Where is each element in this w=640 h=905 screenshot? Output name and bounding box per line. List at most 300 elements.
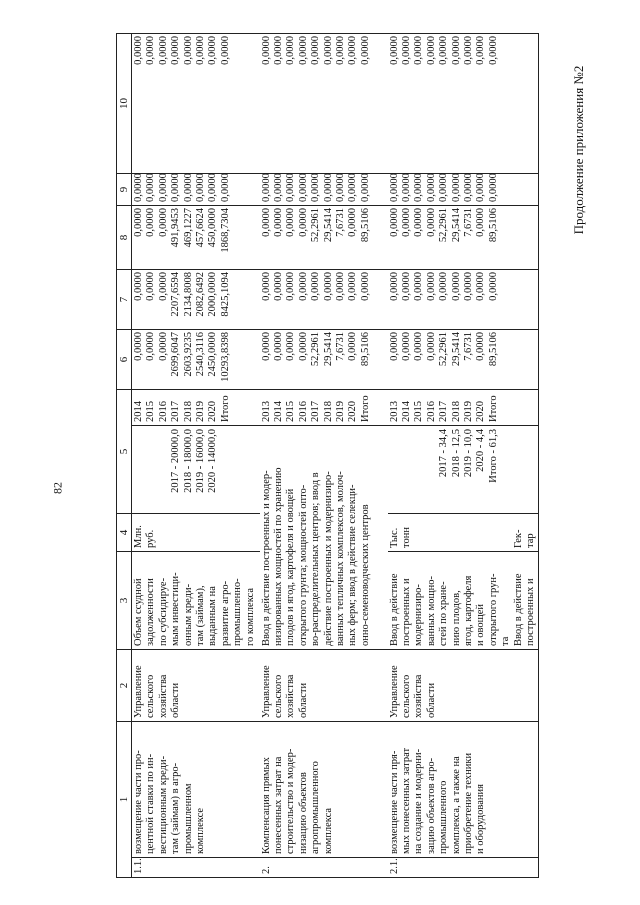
cell-line: 52,2961 [310, 332, 322, 367]
cell-line: 89,5106 [487, 208, 499, 243]
cell-line: 2017 - 20000,0 [170, 429, 182, 493]
cell-line [426, 429, 438, 510]
cell-line: Управление [388, 665, 400, 718]
cell-line: 0,0000 [388, 173, 400, 202]
target-values [388, 426, 539, 514]
cell-line: 0,0000 [413, 332, 425, 361]
cell-line: 0,0000 [334, 173, 346, 202]
cell-line: 0,0000 [157, 208, 169, 237]
cell-line: 0,0000 [133, 272, 144, 301]
cell-line: 52,2961 [310, 208, 322, 243]
cell-line: 29,5414 [322, 332, 334, 367]
years [388, 390, 539, 426]
col7-values [132, 270, 260, 330]
cell-line: 0,0000 [297, 173, 309, 202]
cell-line: 0,0000 [475, 272, 487, 301]
cell-line: 0,0000 [400, 36, 412, 65]
cell-line: 2014 [133, 401, 144, 422]
col9-values [132, 174, 260, 206]
cell-line: 0,0000 [145, 332, 157, 361]
cell-line: 0,0000 [462, 173, 474, 202]
cell-line: 8425,1094 [219, 272, 231, 317]
cell-line: 0,0000 [388, 36, 400, 65]
cell-line: 0,0000 [310, 272, 322, 301]
row-number: 2. [260, 858, 388, 878]
col-header-4: 4 [117, 514, 132, 552]
cell-line: 29,5414 [450, 208, 462, 243]
cell-line: 0,0000 [425, 208, 437, 237]
cell-line: во-распределительных центров; ввод в [310, 472, 322, 646]
cell-line: 2603,9235 [182, 332, 194, 377]
cell-line: модернизиро- [413, 584, 425, 646]
column-number-row [117, 34, 132, 878]
cell-line: 0,0000 [285, 332, 297, 361]
cell-line: 0,0000 [310, 36, 322, 65]
cell-line: 0,0000 [347, 173, 359, 202]
cell-line: задолженности [145, 578, 157, 646]
cell-line: 0,0000 [133, 332, 144, 361]
cell-line: 2018 [322, 401, 334, 422]
cell-line: Тыс. [388, 527, 400, 548]
col-header-2: 2 [117, 650, 132, 722]
cell-line: 0,0000 [334, 36, 346, 65]
cell-line: 0,0000 [310, 173, 322, 202]
cell-line: 0,0000 [260, 36, 272, 65]
cell-line [413, 429, 425, 510]
cell-line: 89,5106 [487, 332, 499, 367]
cell-line: сельского [400, 674, 412, 718]
cell-line: на создание и модерни- [413, 748, 425, 854]
col6-values [388, 330, 539, 390]
cell-line: 2015 [413, 401, 425, 422]
cell-line: 469,1227 [182, 208, 194, 248]
cell-line: 0,0000 [297, 208, 309, 237]
col10-values [132, 34, 260, 174]
cell-line: 2017 - 34,4 [438, 429, 450, 478]
cell-line: Итого [219, 395, 231, 422]
cell-line: развитие агро- [219, 580, 231, 646]
cell-line: 0,0000 [145, 208, 157, 237]
cell-line [133, 429, 145, 510]
cell-line: 0,0000 [195, 36, 207, 65]
cell-line: тар [524, 533, 536, 548]
measure-name [132, 722, 260, 858]
cell-line: 2020 [207, 401, 219, 422]
cell-line: Ввод в действие построенных и модер- [260, 470, 272, 646]
col9-values [388, 174, 539, 206]
cell-line: 7,6731 [334, 332, 346, 361]
cell-line [500, 517, 512, 548]
cell-line: 0,0000 [297, 272, 309, 301]
cell-line: хозяйства [285, 674, 297, 718]
cell-line: Гек- [512, 529, 524, 548]
cell-line: Итого [487, 395, 499, 422]
cell-line: возмещение части пря- [388, 750, 400, 854]
cell-line: открытого грунта; мощностей опто- [297, 484, 309, 646]
col8-values [132, 206, 260, 270]
cell-line: 7,6731 [462, 208, 474, 237]
cell-line: по субсидируе- [157, 577, 169, 646]
cell-line: Млн. [133, 525, 144, 548]
cell-line: 2017 [310, 401, 322, 422]
cell-line: 2019 - 16000,0 [195, 429, 207, 493]
col10-values [260, 34, 388, 174]
cell-line: 29,5414 [450, 332, 462, 367]
cell-line: Управление [260, 665, 272, 718]
col10-values [388, 34, 539, 174]
cell-line: промышленном [182, 783, 194, 854]
cell-line: 0,0000 [425, 272, 437, 301]
cell-line: 0,0000 [219, 36, 231, 65]
cell-line: области [425, 682, 437, 718]
col-header-5: 5 [117, 390, 132, 514]
cell-line: понесенных затрат на [272, 756, 284, 854]
cell-line: 52,2961 [438, 332, 450, 367]
cell-line: нию плодов, [450, 590, 462, 646]
col7-values [388, 270, 539, 330]
cell-line: строительство и модер- [285, 748, 297, 854]
cell-line: 2018 - 12,5 [450, 429, 462, 478]
cell-line: 0,0000 [157, 272, 169, 301]
cell-line: области [170, 682, 182, 718]
cell-line: Компенсация прямых [260, 757, 272, 854]
cell-line: плодов и ягод, картофеля и овощей [285, 488, 297, 646]
cell-line: ванных мощно- [425, 576, 437, 646]
cell-line: Итого - 61,3 [487, 429, 499, 483]
cell-line: стей по хране- [438, 581, 450, 646]
cell-line: приобретение техники [462, 752, 474, 854]
cell-line: агропромышленного [310, 761, 322, 854]
cell-line: ных ферм; ввод в действие селекци- [347, 484, 359, 646]
cell-line: 0,0000 [182, 173, 194, 202]
cell-line: 0,0000 [133, 208, 144, 237]
cell-line: 0,0000 [182, 36, 194, 65]
cell-line: 89,5106 [359, 332, 371, 367]
cell-line: 2015 [145, 401, 157, 422]
cell-line: 0,0000 [145, 36, 157, 65]
cell-line: 2018 - 18000,0 [182, 429, 194, 493]
cell-line: 0,0000 [133, 36, 144, 65]
cell-line: 0,0000 [347, 332, 359, 361]
cell-line: 29,5414 [322, 208, 334, 243]
measure-name [388, 722, 539, 858]
cell-line: 2020 [347, 401, 359, 422]
cell-line: 7,6731 [462, 332, 474, 361]
cell-line: 0,0000 [438, 272, 450, 301]
col-header-3: 3 [117, 552, 132, 650]
row-number: 2.1. [388, 858, 539, 878]
rotated-table-area [116, 33, 536, 878]
cell-line: 0,0000 [475, 36, 487, 65]
cell-line: 0,0000 [157, 173, 169, 202]
cell-line: комплексе [195, 807, 207, 854]
cell-line: там (займам), [195, 585, 207, 646]
cell-line: 2016 [157, 401, 169, 422]
cell-line: хозяйства [157, 674, 169, 718]
executor [132, 650, 260, 722]
cell-line: 0,0000 [462, 36, 474, 65]
table-row [260, 34, 388, 878]
col9-values [260, 174, 388, 206]
cell-line [158, 429, 170, 510]
cell-line: 0,0000 [272, 173, 284, 202]
cell-line: 0,0000 [297, 36, 309, 65]
cell-line: промышленно- [232, 578, 244, 646]
cell-line: 2134,8008 [182, 272, 194, 317]
cell-line: 0,0000 [219, 173, 231, 202]
cell-line: Ввод в действие [512, 573, 524, 646]
executor [260, 650, 388, 722]
cell-line: ягод, картофеля [462, 575, 474, 646]
col8-values [260, 206, 388, 270]
unit [388, 514, 539, 552]
cell-line: Итого [359, 395, 371, 422]
cell-line: 0,0000 [388, 208, 400, 237]
cell-line: 2019 [195, 401, 207, 422]
cell-line: 0,0000 [133, 173, 144, 202]
cell-line: 457,6624 [195, 208, 207, 248]
col7-values [260, 270, 388, 330]
cell-line: 0,0000 [475, 332, 487, 361]
cell-line: 0,0000 [413, 36, 425, 65]
indicator [388, 552, 539, 650]
cell-line: 0,0000 [145, 173, 157, 202]
cell-line: 2016 [297, 401, 309, 422]
cell-line: 0,0000 [347, 272, 359, 301]
cell-line: го комплекса [244, 588, 256, 646]
cell-line: построенных и [524, 578, 536, 646]
cell-line [145, 429, 157, 510]
cell-line: 10293,8398 [219, 332, 231, 382]
cell-line: 2014 [272, 401, 284, 422]
years [260, 390, 388, 426]
cell-line: открытого грун- [487, 573, 499, 646]
cell-line: сельского [272, 674, 284, 718]
cell-line: 1868,7304 [219, 208, 231, 253]
appendix-caption: Продолжение приложения №2 [571, 65, 586, 235]
cell-line: 0,0000 [450, 272, 462, 301]
col8-values [388, 206, 539, 270]
cell-line: построенных и [400, 578, 412, 646]
cell-line [389, 429, 401, 510]
cell-line: 0,0000 [347, 208, 359, 237]
cell-line: 0,0000 [425, 332, 437, 361]
cell-line: 2020 - 4,4 [475, 429, 487, 472]
cell-line: 0,0000 [285, 272, 297, 301]
executor [388, 650, 539, 722]
cell-line: 0,0000 [334, 272, 346, 301]
cell-line: 0,0000 [272, 208, 284, 237]
table-row [388, 34, 539, 878]
cell-line: 0,0000 [359, 272, 371, 301]
indicator [132, 552, 260, 650]
cell-line: 2450,0000 [207, 332, 219, 377]
cell-line [438, 517, 450, 548]
cell-line: 0,0000 [207, 173, 219, 202]
cell-line: 0,0000 [207, 36, 219, 65]
cell-line: 0,0000 [462, 272, 474, 301]
cell-line: 2018 [450, 401, 462, 422]
cell-line: 0,0000 [285, 173, 297, 202]
cell-line: 0,0000 [487, 36, 499, 65]
cell-line: 0,0000 [359, 36, 371, 65]
cell-line: 0,0000 [400, 208, 412, 237]
cell-line: 2018 [182, 401, 194, 422]
cell-line: комплекса, а также на [450, 756, 462, 854]
col-header-6: 6 [117, 330, 132, 390]
cell-line: вестиционным креди- [157, 755, 169, 854]
cell-line: ванных тепличных комплексов, молоч- [334, 471, 346, 646]
cell-line: 0,0000 [400, 272, 412, 301]
cell-line: 0,0000 [157, 36, 169, 65]
cell-line: 2082,6492 [195, 272, 207, 317]
cell-line: 2000,0000 [207, 272, 219, 317]
cell-line: области [297, 682, 309, 718]
row-number: 1.1. [132, 858, 260, 878]
cell-line: низированных мощностей по хранению [272, 467, 284, 646]
cell-line: 2540,3116 [195, 332, 207, 377]
cell-line: 2019 - 10,0 [462, 429, 474, 478]
cell-line: 0,0000 [438, 173, 450, 202]
col-header-1: 1 [117, 722, 132, 878]
measure-name [260, 722, 388, 858]
cell-line: 7,6731 [334, 208, 346, 237]
cell-line: комплекса [322, 807, 334, 854]
cell-line: 0,0000 [145, 272, 157, 301]
cell-line: 0,0000 [487, 173, 499, 202]
cell-line: 2013 [388, 401, 400, 422]
cell-line: 0,0000 [413, 272, 425, 301]
cell-line: выданным на [207, 586, 219, 646]
target-values [132, 426, 260, 514]
cell-line: 0,0000 [272, 332, 284, 361]
cell-line: 0,0000 [359, 173, 371, 202]
cell-line: 0,0000 [260, 272, 272, 301]
cell-line: промышленного [438, 780, 450, 854]
col6-values [260, 330, 388, 390]
table-row [132, 34, 260, 878]
cell-line [451, 517, 463, 548]
cell-line: 0,0000 [322, 173, 334, 202]
cell-line: 0,0000 [297, 332, 309, 361]
cell-line: зацию объектов агро- [425, 757, 437, 854]
cell-line: 0,0000 [195, 173, 207, 202]
cell-line: 0,0000 [260, 332, 272, 361]
cell-line [401, 429, 413, 510]
cell-line: 2017 [438, 401, 450, 422]
cell-line: 0,0000 [413, 173, 425, 202]
cell-line: и овощей [475, 604, 487, 646]
cell-line: 0,0000 [400, 332, 412, 361]
cell-line: 491,9453 [170, 208, 182, 248]
cell-line: 0,0000 [388, 332, 400, 361]
cell-line: 0,0000 [285, 36, 297, 65]
cell-line: 2017 [170, 401, 182, 422]
cell-line: 0,0000 [347, 36, 359, 65]
cell-line: 0,0000 [487, 272, 499, 301]
cell-line: руб. [145, 529, 157, 548]
col-header-9: 9 [117, 174, 132, 206]
cell-line: 0,0000 [388, 272, 400, 301]
col6-values [132, 330, 260, 390]
cell-line: онно-семеноводческих центров [359, 504, 371, 646]
cell-line: онным креди- [182, 583, 194, 646]
indicator [260, 426, 388, 650]
cell-line: там (займам) в агро- [170, 762, 182, 854]
cell-line: 89,5106 [359, 208, 371, 243]
cell-line: мым инвестици- [170, 572, 182, 646]
cell-line: 2019 [334, 401, 346, 422]
cell-line: 0,0000 [157, 332, 169, 361]
cell-line: возмещение части про- [133, 750, 144, 854]
cell-line: центной ставки по ин- [145, 753, 157, 854]
col-header-8: 8 [117, 206, 132, 270]
cell-line: сельского [145, 674, 157, 718]
cell-line: 2020 [475, 401, 487, 422]
cell-line: 2019 [462, 401, 474, 422]
cell-line: 0,0000 [475, 208, 487, 237]
cell-line: 2014 [400, 401, 412, 422]
col-header-7: 7 [117, 270, 132, 330]
cell-line: та [500, 636, 512, 646]
cell-line: 2207,6594 [170, 272, 182, 317]
cell-line: 2699,6047 [170, 332, 182, 377]
cell-line: Объем ссудной [133, 578, 144, 646]
cell-line: низацию объектов [297, 772, 309, 854]
cell-line: 0,0000 [413, 208, 425, 237]
cell-line: 0,0000 [322, 36, 334, 65]
col-header-10: 10 [117, 34, 132, 174]
cell-line: 0,0000 [475, 173, 487, 202]
cell-line: Управление [133, 665, 144, 718]
cell-line: 0,0000 [260, 208, 272, 237]
cell-line [463, 517, 475, 548]
cell-line: действие построенных и модернизиро- [322, 471, 334, 646]
program-table [116, 33, 539, 878]
years [132, 390, 260, 426]
cell-line: 0,0000 [260, 173, 272, 202]
cell-line: 0,0000 [170, 36, 182, 65]
cell-line: 2016 [425, 401, 437, 422]
cell-line: 0,0000 [272, 36, 284, 65]
cell-line: 0,0000 [425, 36, 437, 65]
cell-line: 2020 - 14000,0 [207, 429, 219, 493]
cell-line [426, 517, 438, 548]
cell-line: 0,0000 [438, 36, 450, 65]
cell-line: 0,0000 [400, 173, 412, 202]
cell-line: 52,2961 [438, 208, 450, 243]
cell-line: 0,0000 [272, 272, 284, 301]
cell-line: тонн [400, 527, 412, 548]
cell-line: 0,0000 [450, 36, 462, 65]
cell-line: 0,0000 [170, 173, 182, 202]
page-number: 82 [50, 482, 65, 494]
cell-line: 2015 [285, 401, 297, 422]
cell-line: мых понесенных затрат [400, 747, 412, 854]
cell-line: 450,0000 [207, 208, 219, 248]
unit [132, 514, 260, 552]
cell-line: 0,0000 [450, 173, 462, 202]
cell-line: хозяйства [413, 674, 425, 718]
cell-line: 0,0000 [285, 208, 297, 237]
cell-line [488, 517, 500, 548]
cell-line: и оборудования [475, 784, 487, 854]
cell-line: 0,0000 [322, 272, 334, 301]
cell-line: Ввод в действие [388, 573, 400, 646]
cell-line [413, 517, 425, 548]
cell-line [475, 517, 487, 548]
cell-line: 2013 [260, 401, 272, 422]
